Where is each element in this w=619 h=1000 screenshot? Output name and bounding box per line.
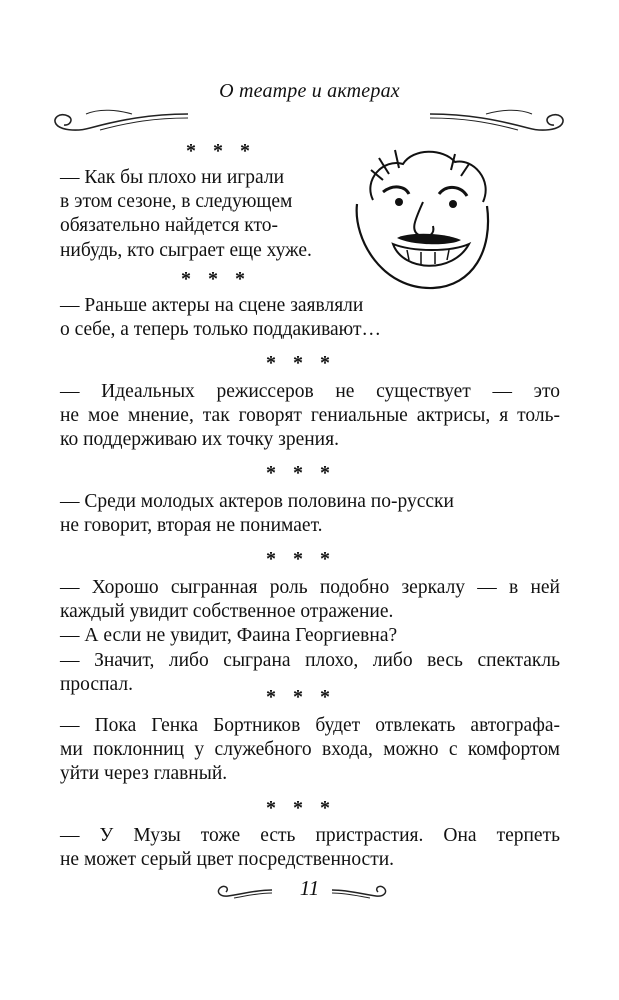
quote-line: не мое мнение, так говорят гениальные актрисы, я толь- — [60, 405, 560, 427]
quote-line: уйти через главный. — [60, 763, 228, 785]
quote-line: — Значит, либо сыграна плохо, либо весь спектакль — [60, 649, 560, 671]
header-ornament-left-icon — [40, 100, 190, 136]
quote-3 — [60, 380, 560, 453]
separator: * * * — [266, 352, 336, 374]
quote-line: ми поклонниц у служебного входа, можно с комфортом — [60, 739, 560, 761]
quote-line: — У Музы тоже есть пристрастия. Она терпеть — [60, 825, 560, 846]
quote-line: — Среди молодых актеров половина по-русски — [60, 491, 454, 512]
caricature-face-icon — [343, 140, 503, 300]
separator: * * * — [181, 268, 251, 290]
quote-line: обязательно найдется кто- — [60, 215, 278, 237]
footer-ornament-right-icon — [330, 880, 392, 902]
quote-line: — Идеальных режиссеров не существует — это — [60, 381, 560, 402]
quote-line: каждый увидит собственное отражение. — [60, 601, 394, 623]
page-number: 11 — [299, 876, 320, 900]
quote-line: о себе, а теперь только поддакивают… — [60, 319, 382, 341]
quote-line: проспал. — [60, 673, 133, 695]
separator: * * * — [186, 140, 256, 162]
quote-line: — А если не увидит, Фаина Георгиевна? — [60, 625, 398, 647]
quote-line: — Пока Генка Бортников будет отвлекать автографа- — [60, 715, 560, 736]
quote-5 — [60, 576, 560, 697]
running-head: О театре и актерах — [219, 80, 400, 102]
quote-2 — [60, 294, 400, 342]
separator: * * * — [266, 797, 336, 819]
header-ornament-right-icon — [428, 100, 578, 136]
quote-line: — Раньше актеры на сцене заявляли — [60, 295, 364, 316]
quote-4 — [60, 490, 560, 538]
quote-line: не говорит, вторая не понимает. — [60, 515, 323, 537]
quote-line: нибудь, кто сыграет еще хуже. — [60, 239, 312, 261]
quote-6 — [60, 714, 560, 787]
quote-1 — [60, 166, 345, 263]
separator: * * * — [266, 462, 336, 484]
quote-line: не может серый цвет посредственности. — [60, 849, 395, 871]
quote-7 — [60, 824, 560, 872]
quote-line: — Как бы плохо ни играли — [60, 167, 285, 188]
quote-line: в этом сезоне, в следующем — [60, 191, 293, 213]
separator: * * * — [266, 548, 336, 570]
quote-line: — Хорошо сыгранная роль подобно зеркалу — в ней — [60, 577, 560, 598]
separator: * * * — [266, 686, 336, 708]
quote-line: ко поддерживаю их точку зрения. — [60, 429, 339, 451]
